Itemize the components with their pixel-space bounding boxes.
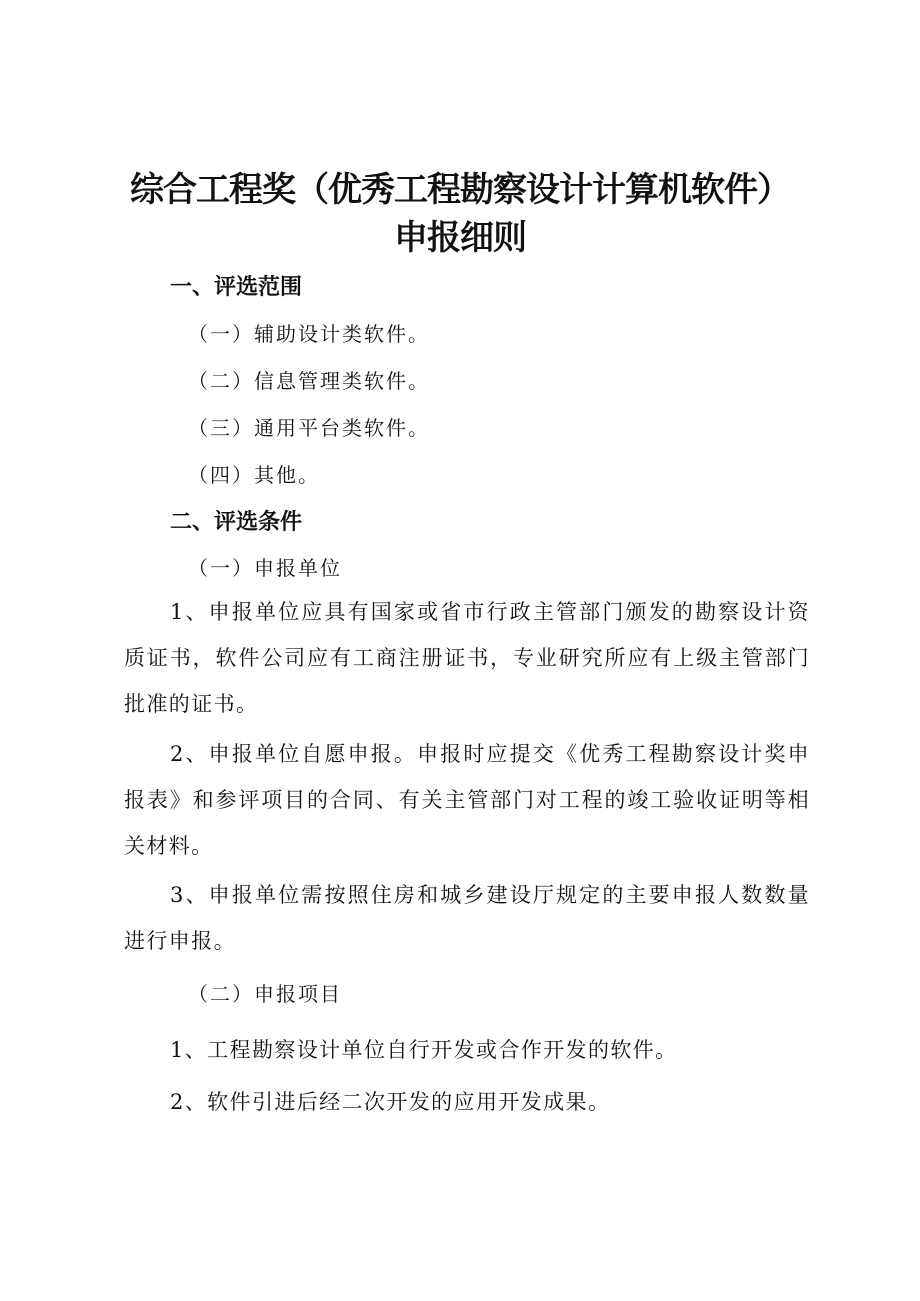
section2-paragraph: 3、申报单位需按照住房和城乡建设厅规定的主要申报人数数量进行申报。	[124, 883, 810, 953]
section1-heading: 一、评选范围	[170, 275, 303, 300]
section2-paragraph: 1、申报单位应具有国家或省市行政主管部门颁发的勘察设计资质证书，软件公司应有工商注册证书，专业研究所应有上级主管部门批准的证书。	[124, 600, 810, 716]
section2-sub2-heading: （二）申报项目	[188, 982, 342, 1006]
section1-item: （一）辅助设计类软件。	[188, 322, 430, 346]
section2-paragraph: 2、申报单位自愿申报。申报时应提交《优秀工程勘察设计奖申报表》和参评项目的合同、有关主管部门对工程的竣工验收证明等相关材料。	[124, 742, 810, 858]
document-title-line2: 申报细则	[394, 218, 526, 258]
section2-sub2-item: 1、工程勘察设计单位自行开发或合作开发的软件。	[170, 1038, 678, 1062]
section1-item: （二）信息管理类软件。	[188, 369, 430, 393]
section1-item: （三）通用平台类软件。	[188, 416, 430, 440]
document-title-line1: 综合工程奖（优秀工程勘察设计计算机软件）	[130, 170, 790, 210]
section1-item: （四）其他。	[188, 463, 320, 487]
section2-sub2-item: 2、软件引进后经二次开发的应用开发成果。	[170, 1090, 611, 1114]
section2-sub1-heading: （一）申报单位	[188, 556, 342, 580]
section2-heading: 二、评选条件	[170, 510, 303, 535]
